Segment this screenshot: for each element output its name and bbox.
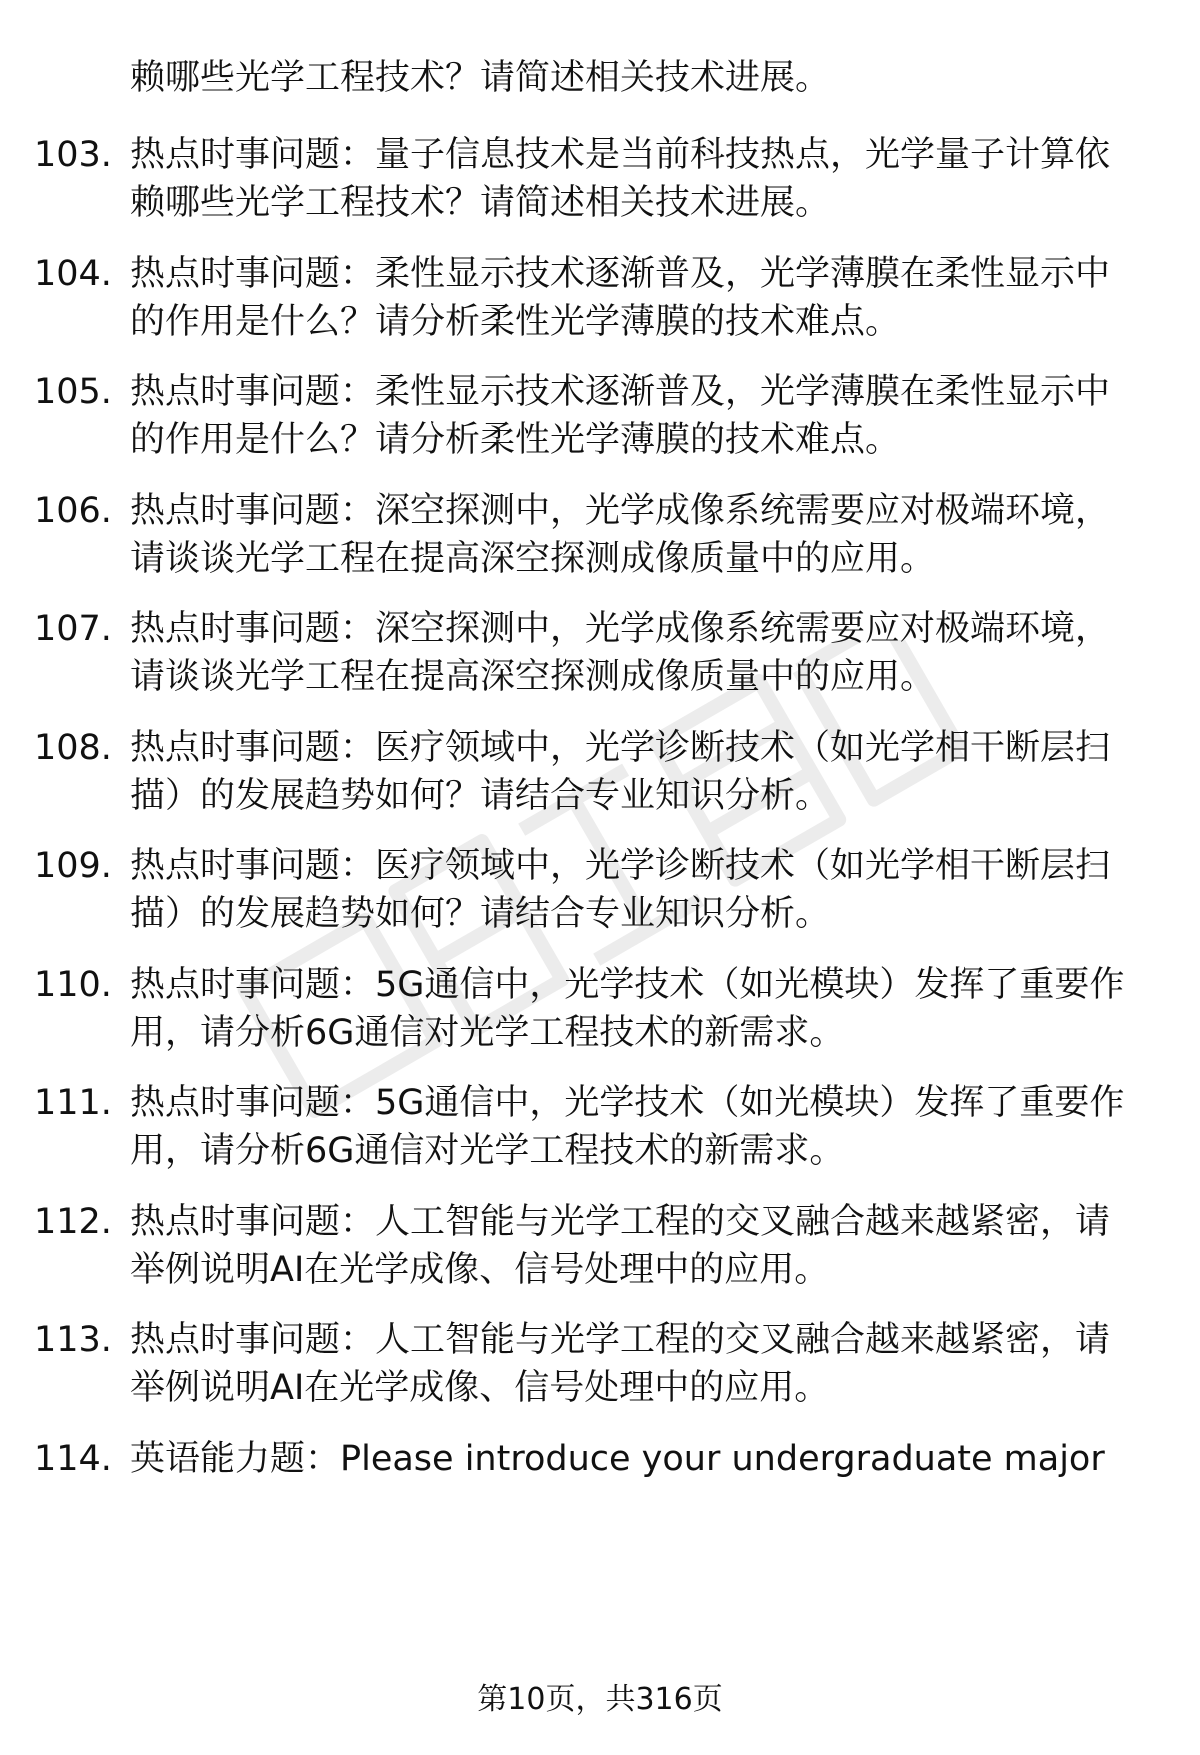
item-text bbox=[130, 1435, 1155, 1483]
item-text-line-2: 请谈谈光学工程在提高深空探测成像质量中的应用。 bbox=[130, 539, 936, 579]
item-text-line-1: 热点时事问题：人工智能与光学工程的交叉融合越来越紧密，请 bbox=[130, 1202, 1111, 1242]
item-number: 109. bbox=[34, 846, 112, 886]
item-text-line-1: 热点时事问题：柔性显示技术逐渐普及，光学薄膜在柔性显示中 bbox=[130, 372, 1111, 412]
item-text-line: 赖哪些光学工程技术？请简述相关技术进展。 bbox=[130, 58, 831, 98]
item-text-line-2: 的作用是什么？请分析柔性光学薄膜的技术难点。 bbox=[130, 302, 901, 342]
item-text-line-2: 描）的发展趋势如何？请结合专业知识分析。 bbox=[130, 894, 831, 934]
item-text-line-2: 描）的发展趋势如何？请结合专业知识分析。 bbox=[130, 776, 831, 816]
item-text-line-1: 热点时事问题：柔性显示技术逐渐普及，光学薄膜在柔性显示中 bbox=[130, 254, 1111, 294]
item-number: 108. bbox=[34, 728, 112, 768]
item-text-line-2: 赖哪些光学工程技术？请简述相关技术进展。 bbox=[130, 183, 831, 223]
item-number: 111. bbox=[34, 1083, 112, 1123]
item-text-line-1: 热点时事问题：医疗领域中，光学诊断技术（如光学相干断层扫 bbox=[130, 728, 1111, 768]
item-text-line-2: 用，请分析6G通信对光学工程技术的新需求。 bbox=[130, 1013, 845, 1053]
item-number: 104. bbox=[34, 254, 112, 294]
page-footer: 第10页，共316页 bbox=[477, 1682, 723, 1717]
item-number: 105. bbox=[34, 372, 112, 412]
item-number: 103. bbox=[34, 135, 112, 175]
item-text-line-2: 举例说明AI在光学成像、信号处理中的应用。 bbox=[130, 1368, 830, 1408]
item-number: 106. bbox=[34, 491, 112, 531]
item-number: 114. bbox=[34, 1439, 112, 1479]
item-text-line-2: 的作用是什么？请分析柔性光学薄膜的技术难点。 bbox=[130, 420, 901, 460]
item-text-line-1: 热点时事问题：5G通信中，光学技术（如光模块）发挥了重要作 bbox=[130, 965, 1125, 1005]
item-text-line-2: 用，请分析6G通信对光学工程技术的新需求。 bbox=[130, 1131, 845, 1171]
item-text bbox=[130, 961, 1155, 1057]
item-text bbox=[130, 1198, 1155, 1294]
item-text-line-2: 举例说明AI在光学成像、信号处理中的应用。 bbox=[130, 1250, 830, 1290]
item-text bbox=[130, 368, 1155, 464]
item-text bbox=[130, 724, 1155, 820]
item-text bbox=[130, 1079, 1155, 1175]
item-text-line-1: 英语能力题：Please introduce your undergraduate major bbox=[130, 1439, 1105, 1479]
item-text-line-1: 热点时事问题：深空探测中，光学成像系统需要应对极端环境， bbox=[130, 609, 1111, 649]
item-text bbox=[130, 54, 1155, 102]
item-text bbox=[130, 131, 1155, 227]
item-text bbox=[130, 842, 1155, 938]
item-number: 112. bbox=[34, 1202, 112, 1242]
item-text-line-1: 热点时事问题：量子信息技术是当前科技热点，光学量子计算依 bbox=[130, 135, 1111, 175]
item-text-line-1: 热点时事问题：医疗领域中，光学诊断技术（如光学相干断层扫 bbox=[130, 846, 1111, 886]
item-number: 113. bbox=[34, 1320, 112, 1360]
item-text-line-2: 请谈谈光学工程在提高深空探测成像质量中的应用。 bbox=[130, 657, 936, 697]
item-text-line-1: 热点时事问题：人工智能与光学工程的交叉融合越来越紧密，请 bbox=[130, 1320, 1111, 1360]
item-number: 107. bbox=[34, 609, 112, 649]
item-text bbox=[130, 487, 1155, 583]
item-text-line-1: 热点时事问题：深空探测中，光学成像系统需要应对极端环境， bbox=[130, 491, 1111, 531]
item-text bbox=[130, 250, 1155, 346]
item-text bbox=[130, 605, 1155, 701]
item-number: 110. bbox=[34, 965, 112, 1005]
item-text bbox=[130, 1316, 1155, 1412]
item-text-line-1: 热点时事问题：5G通信中，光学技术（如光模块）发挥了重要作 bbox=[130, 1083, 1125, 1123]
